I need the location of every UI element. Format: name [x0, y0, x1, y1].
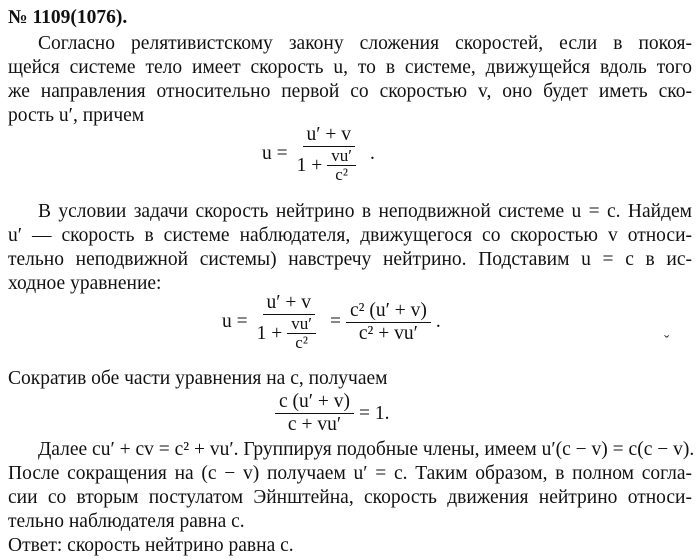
para2-line3: тельно неподвижной системы) навстречу нейтрино. Подставим u = c в ис-: [8, 249, 692, 270]
equation-1: [262, 124, 375, 184]
eq3-denominator: c + vu′: [287, 414, 342, 435]
eq2-inner-num: vu′: [287, 315, 316, 334]
para1-line4: рость u′, причем: [8, 105, 145, 126]
para4-line3: сии со вторым постулатом Эйнштейна, скорость движения нейтрино относи-: [8, 487, 692, 508]
eq2-fraction-right: [346, 300, 431, 345]
equation-2: [222, 292, 441, 352]
eq3-tail: = 1.: [359, 402, 390, 424]
eq1-den-prefix: 1 +: [296, 154, 323, 176]
answer-line: Ответ: скорость нейтрино равна c.: [8, 535, 294, 556]
para4-line1: Далее cu′ + cv = c² + vu′. Группируя подобные члены, имеем u′(c − v) = c(c − v).: [38, 439, 695, 460]
para1-line3: же направления относительно первой со скоростью v, оно будет иметь ско-: [8, 81, 692, 102]
eq2-numerator: u′ + v: [263, 292, 316, 315]
para2-line1: В условии задачи скорость нейтрино в неподвижной системе u = c. Найдем: [38, 201, 692, 222]
equation-3: [270, 391, 390, 436]
eq1-fraction: [293, 124, 365, 184]
eq2-right-denominator: c² + vu′: [358, 322, 418, 344]
eq1-tail: .: [369, 143, 375, 164]
para1-line2: щейся системе тело имеет скорость u, то в системе, движущейся вдоль того: [8, 57, 692, 78]
eq3-fraction: [275, 391, 354, 436]
eq1-lhs: u =: [262, 143, 288, 164]
eq2-right-numerator: c² (u′ + v): [346, 300, 431, 323]
eq2-inner-den: c²: [295, 333, 308, 352]
eq2-tail: .: [435, 311, 441, 332]
eq2-lhs: u =: [222, 311, 248, 332]
para4-line2: После сокращения на (c − v) получаем u′ = c. Таким образом, в полном согла-: [8, 463, 692, 484]
eq1-numerator: u′ + v: [303, 124, 356, 147]
stray-mark: ˇ: [664, 333, 670, 350]
eq2-fraction-left: [253, 292, 325, 352]
eq2-denominator: [253, 315, 325, 352]
eq2-inner-fraction: [287, 315, 316, 352]
eq2-equals: =: [329, 311, 341, 332]
problem-number: № 1109(1076).: [8, 7, 128, 28]
para2-line4: ходное уравнение:: [8, 273, 162, 294]
eq1-inner-num: vu′: [327, 147, 356, 166]
para2-line2: u′ — скорость в системе наблюдателя, движущегося со скоростью v относи-: [8, 225, 692, 246]
eq2-den-prefix: 1 +: [256, 322, 283, 344]
eq1-denominator: [293, 147, 365, 184]
eq1-inner-den: c²: [335, 165, 348, 184]
para3: Сократив обе части уравнения на c, получаем: [8, 368, 388, 389]
para4-line4: тельно наблюдателя равна c.: [8, 511, 245, 532]
para1-line1: Согласно релятивистскому закону сложения скоростей, если в покоя-: [38, 33, 692, 54]
eq1-inner-fraction: [327, 147, 356, 184]
eq3-numerator: c (u′ + v): [275, 391, 354, 414]
